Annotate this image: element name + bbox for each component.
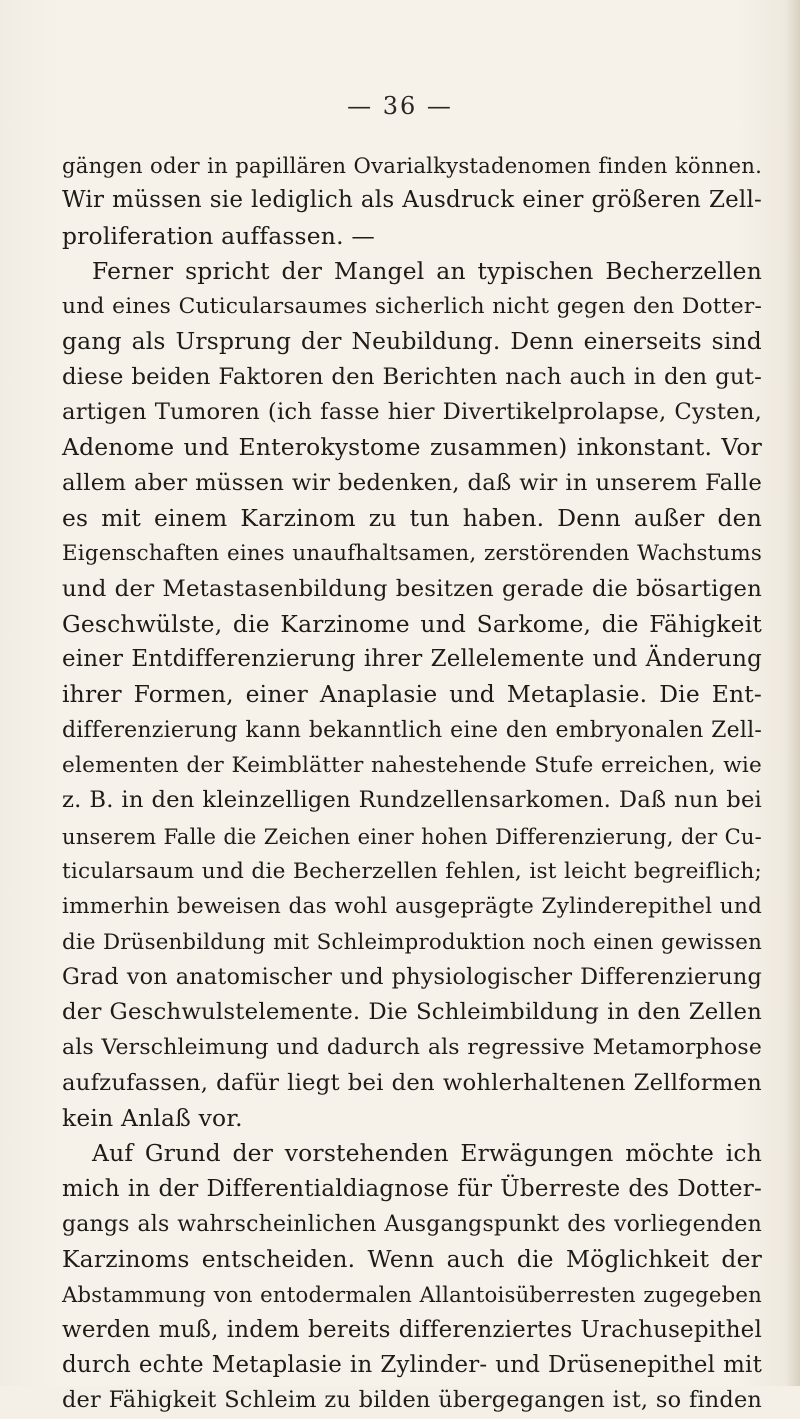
text-line: gangs als wahrscheinlichen Ausgangspunkt des vorliegenden [62, 1211, 762, 1237]
text-line: ticularsaum und die Becherzellen fehlen, ist leicht begreiflich; [62, 858, 762, 884]
text-line: Ferner spricht der Mangel an typischen Becherzellen [92, 256, 762, 285]
body-text [62, 148, 762, 1419]
text-line: und der Metastasenbildung besitzen gerade die bösartigen [62, 575, 762, 602]
text-line: und eines Cuticularsaumes sicherlich nicht gegen den Dotter- [62, 294, 762, 320]
text-line: immerhin beweisen das wohl ausgeprägte Zylinderepithel und [62, 894, 762, 920]
text-line: einer Entdifferenzierung ihrer Zellelemente und Änderung [62, 646, 762, 673]
page-number: — 36 — [347, 92, 453, 120]
text-line: gang als Ursprung der Neubildung. Denn einerseits sind [62, 327, 762, 356]
text-line: unserem Falle die Zeichen einer hohen Differenzierung, der Cu- [62, 823, 762, 849]
text-line: Grad von anatomischer und physiologischer Differenzierung [62, 963, 762, 990]
text-line: als Verschleimung und dadurch als regressive Metamorphose [62, 1035, 762, 1061]
text-line: Eigenschaften eines unaufhaltsamen, zerstörenden Wachstums [62, 541, 762, 567]
text-line: diese beiden Faktoren den Berichten nach auch in den gut- [62, 363, 762, 390]
text-line: die Drüsenbildung mit Schleimproduktion noch einen gewissen [62, 929, 762, 955]
text-line: der Fähigkeit Schleim zu bilden übergegangen ist, so finden [62, 1387, 762, 1414]
text-line: kein Anlaß vor. [62, 1104, 243, 1133]
text-line: Karzinoms entscheiden. Wenn auch die Möglichkeit der [62, 1245, 762, 1274]
text-line: Wir müssen sie lediglich als Ausdruck einer größeren Zell- [62, 187, 762, 214]
text-line: durch echte Metaplasie in Zylinder- und Drüsenepithel mit [62, 1352, 762, 1379]
text-line: mich in der Differentialdiagnose für Überreste des Dotter- [62, 1175, 762, 1202]
text-line: Abstammung von entodermalen Allantoisüberresten zugegeben [62, 1282, 762, 1308]
text-line: Geschwülste, die Karzinome und Sarkome, die Fähigkeit [62, 609, 762, 638]
text-line: werden muß, indem bereits differenziertes Urachusepithel [62, 1316, 762, 1343]
text-line: aufzufassen, dafür liegt bei den wohlerhaltenen Zellformen [62, 1069, 762, 1096]
text-line: z. B. in den kleinzelligen Rundzellensarkomen. Daß nun bei [62, 787, 762, 814]
text-line: elementen der Keimblätter nahestehende Stufe erreichen, wie [62, 753, 762, 779]
text-line: allem aber müssen wir bedenken, daß wir in unserem Falle [62, 469, 762, 496]
text-line: artigen Tumoren (ich fasse hier Divertikelprolapse, Cysten, [62, 399, 762, 426]
text-line: Adenome und Enterokystome zusammen) inkonstant. Vor [62, 433, 762, 462]
page-edge-shadow [786, 0, 800, 1386]
text-line: Auf Grund der vorstehenden Erwägungen möchte ich [92, 1139, 762, 1168]
text-line: gängen oder in papillären Ovarialkystadenomen finden können. [62, 153, 762, 178]
text-line: ihrer Formen, einer Anaplasie und Metaplasie. Die Ent- [62, 680, 762, 709]
text-line: der Geschwulstelemente. Die Schleimbildung in den Zellen [62, 999, 762, 1026]
text-line: es mit einem Karzinom zu tun haben. Denn außer den [62, 503, 762, 532]
text-line: differenzierung kann bekanntlich eine den embryonalen Zell- [62, 717, 762, 743]
text-line: proliferation auffassen. — [62, 221, 375, 250]
